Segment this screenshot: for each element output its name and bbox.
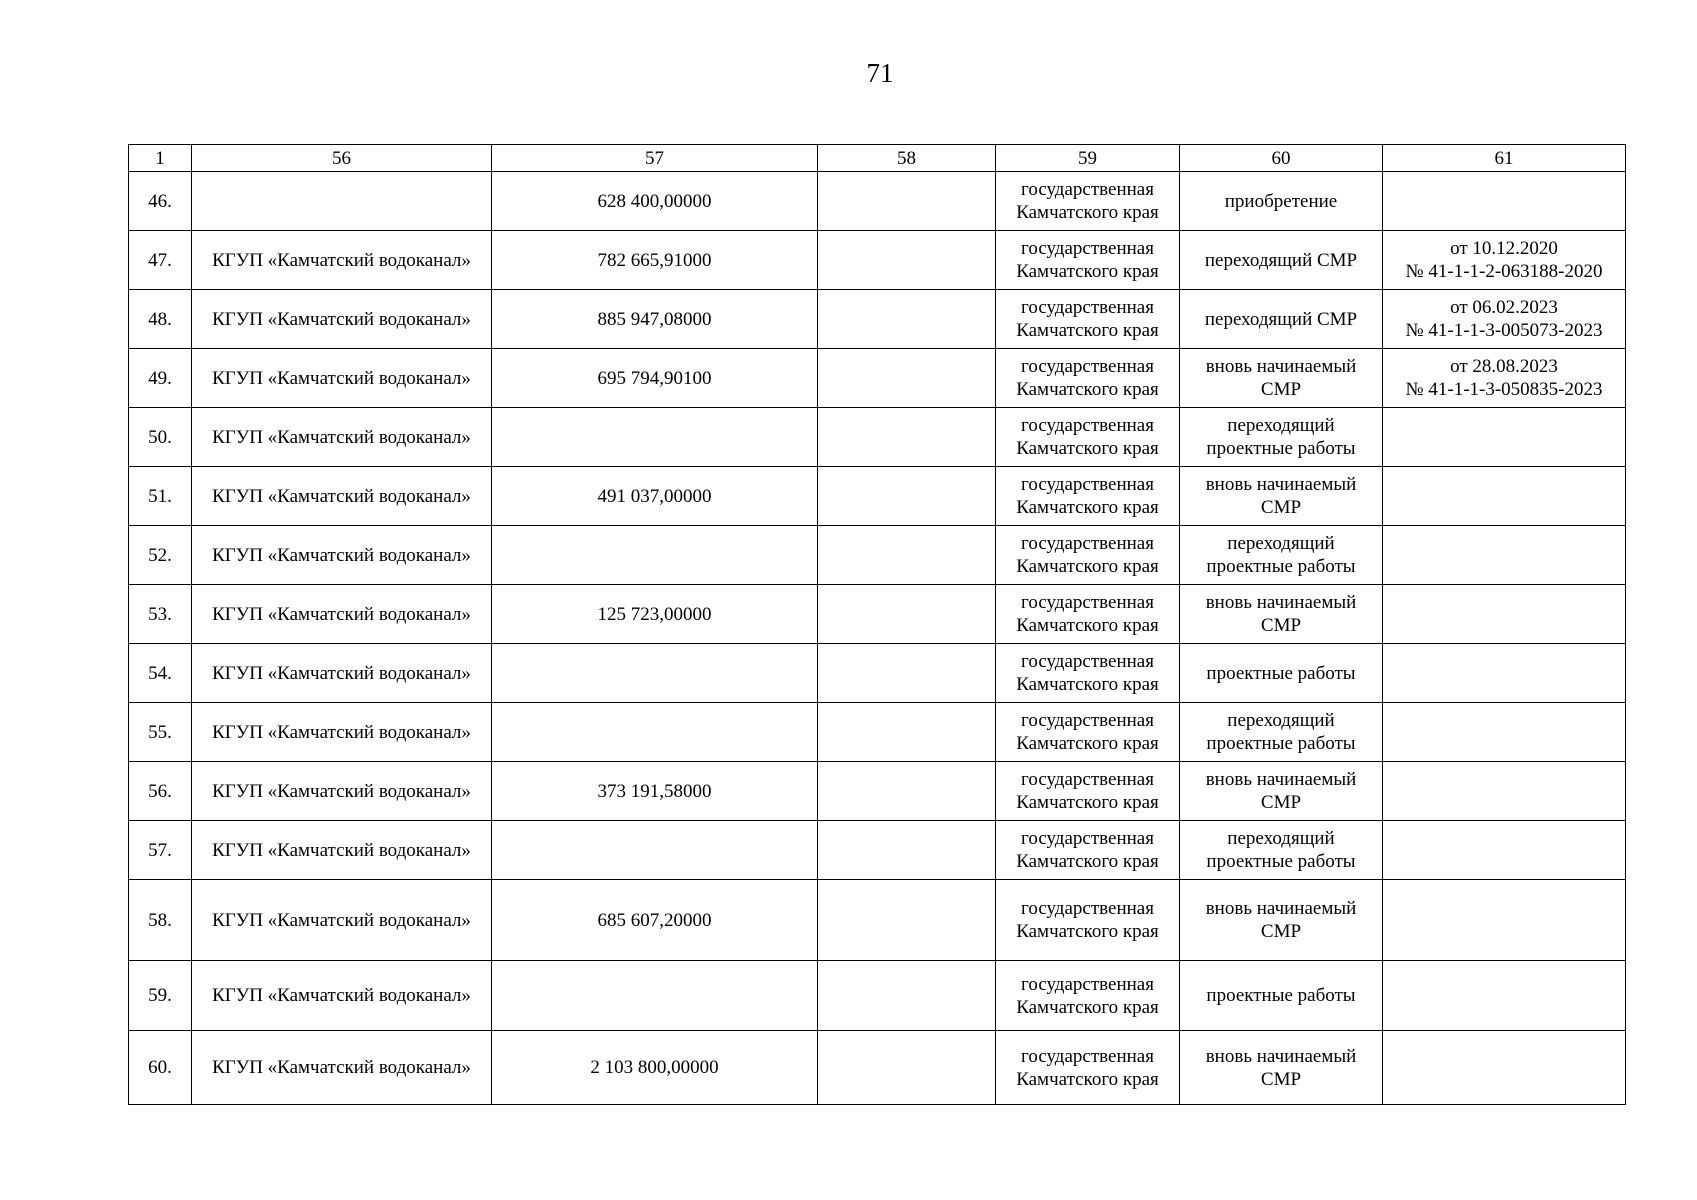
header-cell: 58	[818, 145, 996, 172]
expertise-number: № 41-1-1-3-005073-2023	[1405, 320, 1603, 341]
ownership-line-1: государственная	[1021, 356, 1154, 377]
column-58-cell	[818, 644, 996, 703]
table-row	[129, 231, 1626, 290]
expertise-cell	[1383, 408, 1626, 467]
amount-cell	[492, 172, 818, 231]
column-58-cell	[818, 762, 996, 821]
amount-value: 695 794,90100	[597, 367, 712, 389]
work-type-line-1: вновь начинаемый	[1205, 474, 1357, 495]
row-number: 51.	[148, 485, 172, 507]
table-row	[129, 644, 1626, 703]
row-number: 56.	[148, 780, 172, 802]
column-58-cell	[818, 231, 996, 290]
ownership-cell	[996, 821, 1180, 880]
organization-cell	[192, 408, 492, 467]
organization-cell	[192, 349, 492, 408]
ownership-line-2: Камчатского края	[1016, 438, 1159, 459]
organization-cell	[192, 172, 492, 231]
column-58-cell	[818, 585, 996, 644]
work-type-line-1: переходящий	[1227, 828, 1335, 849]
amount-value: 2 103 800,00000	[590, 1057, 719, 1078]
ownership-cell	[996, 961, 1180, 1031]
table-row	[129, 172, 1626, 231]
amount-cell	[492, 231, 818, 290]
data-table	[128, 144, 1626, 1105]
expertise-date: от 06.02.2023	[1450, 297, 1558, 318]
row-number: 48.	[148, 308, 172, 330]
amount-value: 373 191,58000	[597, 780, 712, 802]
work-type-cell	[1180, 1031, 1383, 1105]
table-row	[129, 880, 1626, 961]
expertise-cell	[1383, 961, 1626, 1031]
amount-value: 628 400,00000	[597, 190, 712, 212]
header-cell: 57	[492, 145, 818, 172]
work-type-cell	[1180, 349, 1383, 408]
work-type-line-1: вновь начинаемый	[1205, 592, 1357, 613]
work-type-line-2: СМР	[1260, 497, 1302, 518]
work-type-cell	[1180, 231, 1383, 290]
amount-cell	[492, 526, 818, 585]
ownership-cell	[996, 644, 1180, 703]
row-number: 55.	[148, 721, 172, 743]
work-type-line-1: переходящий	[1227, 710, 1335, 731]
ownership-cell	[996, 467, 1180, 526]
ownership-line-1: государственная	[1021, 474, 1154, 495]
amount-cell	[492, 349, 818, 408]
ownership-line-2: Камчатского края	[1016, 733, 1159, 754]
expertise-cell	[1383, 880, 1626, 961]
ownership-line-1: государственная	[1021, 415, 1154, 436]
organization-cell	[192, 821, 492, 880]
row-number: 60.	[148, 1057, 172, 1078]
amount-cell	[492, 880, 818, 961]
work-type-line-1: переходящий	[1227, 533, 1335, 554]
ownership-cell	[996, 231, 1180, 290]
amount-cell	[492, 703, 818, 762]
work-type-line-1: вновь начинаемый	[1205, 1045, 1357, 1067]
amount-value: 685 607,20000	[597, 909, 712, 931]
row-number-cell	[129, 349, 192, 408]
ownership-cell	[996, 880, 1180, 961]
ownership-line-2: Камчатского края	[1016, 615, 1159, 636]
work-type-cell	[1180, 408, 1383, 467]
row-number-cell	[129, 231, 192, 290]
row-number: 50.	[148, 426, 172, 448]
row-number-cell	[129, 644, 192, 703]
column-58-cell	[818, 1031, 996, 1105]
work-type-cell	[1180, 880, 1383, 961]
work-type-line-1: переходящий	[1227, 415, 1335, 436]
expertise-cell	[1383, 821, 1626, 880]
expertise-number: № 41-1-1-2-063188-2020	[1405, 261, 1603, 282]
organization-name: КГУП «Камчатский водоканал»	[212, 839, 471, 861]
ownership-line-1: государственная	[1021, 898, 1154, 919]
column-58-cell	[818, 172, 996, 231]
expertise-cell	[1383, 349, 1626, 408]
column-58-cell	[818, 703, 996, 762]
header-cell: 56	[192, 145, 492, 172]
row-number-cell	[129, 172, 192, 231]
organization-cell	[192, 585, 492, 644]
organization-cell	[192, 526, 492, 585]
ownership-cell	[996, 762, 1180, 821]
expertise-cell	[1383, 172, 1626, 231]
work-type-cell	[1180, 762, 1383, 821]
page-number: 71	[866, 58, 894, 88]
expertise-cell	[1383, 467, 1626, 526]
work-type-cell	[1180, 290, 1383, 349]
organization-name: КГУП «Камчатский водоканал»	[212, 662, 471, 684]
column-58-cell	[818, 821, 996, 880]
row-number-cell	[129, 526, 192, 585]
ownership-cell	[996, 1031, 1180, 1105]
table-row	[129, 290, 1626, 349]
ownership-line-1: государственная	[1021, 769, 1154, 790]
row-number: 54.	[148, 662, 172, 684]
row-number: 53.	[148, 603, 172, 625]
ownership-line-2: Камчатского края	[1016, 674, 1159, 695]
table-row	[129, 1031, 1626, 1105]
expertise-cell	[1383, 290, 1626, 349]
ownership-cell	[996, 585, 1180, 644]
row-number-cell	[129, 585, 192, 644]
ownership-line-2: Камчатского края	[1016, 261, 1159, 282]
table-row	[129, 349, 1626, 408]
amount-value: 885 947,08000	[597, 308, 712, 330]
ownership-line-2: Камчатского края	[1016, 996, 1159, 1018]
ownership-cell	[996, 349, 1180, 408]
expertise-cell	[1383, 644, 1626, 703]
work-type-line-1: переходящий СМР	[1204, 308, 1358, 330]
ownership-line-1: государственная	[1021, 592, 1154, 613]
organization-cell	[192, 762, 492, 821]
expertise-number: № 41-1-1-3-050835-2023	[1405, 379, 1603, 400]
work-type-line-2: СМР	[1260, 921, 1302, 942]
row-number: 57.	[148, 839, 172, 861]
expertise-cell	[1383, 585, 1626, 644]
ownership-line-1: государственная	[1021, 828, 1154, 849]
amount-value: 782 665,91000	[597, 249, 712, 271]
column-58-cell	[818, 880, 996, 961]
work-type-cell	[1180, 644, 1383, 703]
expertise-date: от 28.08.2023	[1450, 356, 1558, 377]
work-type-line-1: приобретение	[1224, 190, 1338, 212]
work-type-line-2: проектные работы	[1206, 733, 1356, 754]
work-type-line-1: проектные работы	[1206, 985, 1356, 1006]
ownership-line-2: Камчатского края	[1016, 921, 1159, 942]
organization-name: КГУП «Камчатский водоканал»	[212, 780, 471, 802]
column-58-cell	[818, 467, 996, 526]
work-type-cell	[1180, 467, 1383, 526]
header-cell: 1	[129, 145, 192, 172]
amount-value: 491 037,00000	[597, 485, 712, 507]
column-58-cell	[818, 526, 996, 585]
ownership-cell	[996, 526, 1180, 585]
ownership-line-1: государственная	[1021, 1045, 1154, 1067]
ownership-cell	[996, 290, 1180, 349]
table-row	[129, 762, 1626, 821]
work-type-cell	[1180, 585, 1383, 644]
organization-cell	[192, 703, 492, 762]
organization-cell	[192, 1031, 492, 1105]
organization-name: КГУП «Камчатский водоканал»	[212, 426, 471, 448]
work-type-cell	[1180, 526, 1383, 585]
expertise-cell	[1383, 703, 1626, 762]
work-type-cell	[1180, 703, 1383, 762]
organization-cell	[192, 467, 492, 526]
organization-name: КГУП «Камчатский водоканал»	[212, 249, 471, 271]
ownership-cell	[996, 703, 1180, 762]
table-row	[129, 821, 1626, 880]
amount-cell	[492, 467, 818, 526]
row-number-cell	[129, 408, 192, 467]
organization-name: КГУП «Камчатский водоканал»	[212, 485, 471, 507]
organization-cell	[192, 231, 492, 290]
work-type-line-2: СМР	[1260, 1068, 1302, 1090]
column-58-cell	[818, 408, 996, 467]
organization-name: КГУП «Камчатский водоканал»	[212, 367, 471, 389]
work-type-line-1: вновь начинаемый	[1205, 769, 1357, 790]
row-number-cell	[129, 467, 192, 526]
ownership-line-2: Камчатского края	[1016, 202, 1159, 223]
work-type-line-2: проектные работы	[1206, 556, 1356, 577]
column-58-cell	[818, 290, 996, 349]
header-cell: 61	[1383, 145, 1626, 172]
amount-cell	[492, 290, 818, 349]
organization-name: КГУП «Камчатский водоканал»	[212, 603, 471, 625]
work-type-line-2: проектные работы	[1206, 438, 1356, 459]
amount-cell	[492, 821, 818, 880]
ownership-line-1: государственная	[1021, 179, 1154, 200]
table-row	[129, 408, 1626, 467]
work-type-line-1: вновь начинаемый	[1205, 356, 1357, 377]
ownership-line-2: Камчатского края	[1016, 556, 1159, 577]
row-number: 49.	[148, 367, 172, 389]
organization-cell	[192, 961, 492, 1031]
ownership-line-2: Камчатского края	[1016, 851, 1159, 872]
ownership-line-1: государственная	[1021, 973, 1154, 995]
header-cell: 59	[996, 145, 1180, 172]
expertise-cell	[1383, 526, 1626, 585]
work-type-line-2: СМР	[1260, 615, 1302, 636]
table-row	[129, 467, 1626, 526]
row-number: 46.	[148, 190, 172, 212]
ownership-line-2: Камчатского края	[1016, 497, 1159, 518]
column-58-cell	[818, 349, 996, 408]
organization-name: КГУП «Камчатский водоканал»	[212, 308, 471, 330]
row-number-cell	[129, 961, 192, 1031]
ownership-line-1: государственная	[1021, 238, 1154, 259]
work-type-cell	[1180, 821, 1383, 880]
work-type-line-1: переходящий СМР	[1204, 249, 1358, 271]
table-row	[129, 585, 1626, 644]
row-number: 47.	[148, 249, 172, 271]
expertise-cell	[1383, 762, 1626, 821]
organization-cell	[192, 644, 492, 703]
organization-name: КГУП «Камчатский водоканал»	[212, 985, 471, 1006]
amount-cell	[492, 762, 818, 821]
row-number-cell	[129, 762, 192, 821]
work-type-line-1: вновь начинаемый	[1205, 898, 1357, 919]
ownership-line-2: Камчатского края	[1016, 1068, 1159, 1090]
work-type-cell	[1180, 172, 1383, 231]
work-type-line-2: проектные работы	[1206, 851, 1356, 872]
work-type-line-2: СМР	[1260, 792, 1302, 813]
organization-name: КГУП «Камчатский водоканал»	[212, 909, 471, 931]
work-type-cell	[1180, 961, 1383, 1031]
organization-cell	[192, 880, 492, 961]
ownership-line-1: государственная	[1021, 651, 1154, 672]
row-number-cell	[129, 1031, 192, 1105]
column-58-cell	[818, 961, 996, 1031]
ownership-line-2: Камчатского края	[1016, 320, 1159, 341]
ownership-line-1: государственная	[1021, 710, 1154, 731]
table-row	[129, 703, 1626, 762]
organization-name: КГУП «Камчатский водоканал»	[212, 1057, 471, 1078]
header-cell: 60	[1180, 145, 1383, 172]
organization-name: КГУП «Камчатский водоканал»	[212, 544, 471, 566]
expertise-cell	[1383, 1031, 1626, 1105]
expertise-cell	[1383, 231, 1626, 290]
ownership-line-2: Камчатского края	[1016, 379, 1159, 400]
ownership-line-1: государственная	[1021, 297, 1154, 318]
organization-name: КГУП «Камчатский водоканал»	[212, 721, 471, 743]
ownership-cell	[996, 172, 1180, 231]
row-number-cell	[129, 821, 192, 880]
expertise-date: от 10.12.2020	[1450, 238, 1558, 259]
work-type-line-2: СМР	[1260, 379, 1302, 400]
amount-value: 125 723,00000	[597, 603, 712, 625]
ownership-line-2: Камчатского края	[1016, 792, 1159, 813]
amount-cell	[492, 408, 818, 467]
ownership-cell	[996, 408, 1180, 467]
row-number: 59.	[148, 985, 172, 1006]
amount-cell	[492, 961, 818, 1031]
row-number-cell	[129, 290, 192, 349]
table-row	[129, 526, 1626, 585]
row-number: 52.	[148, 544, 172, 566]
amount-cell	[492, 644, 818, 703]
amount-cell	[492, 585, 818, 644]
row-number-cell	[129, 880, 192, 961]
ownership-line-1: государственная	[1021, 533, 1154, 554]
organization-cell	[192, 290, 492, 349]
table-header-row	[129, 145, 1626, 172]
row-number: 58.	[148, 909, 172, 931]
work-type-line-1: проектные работы	[1206, 662, 1356, 684]
table-row	[129, 961, 1626, 1031]
amount-cell	[492, 1031, 818, 1105]
row-number-cell	[129, 703, 192, 762]
